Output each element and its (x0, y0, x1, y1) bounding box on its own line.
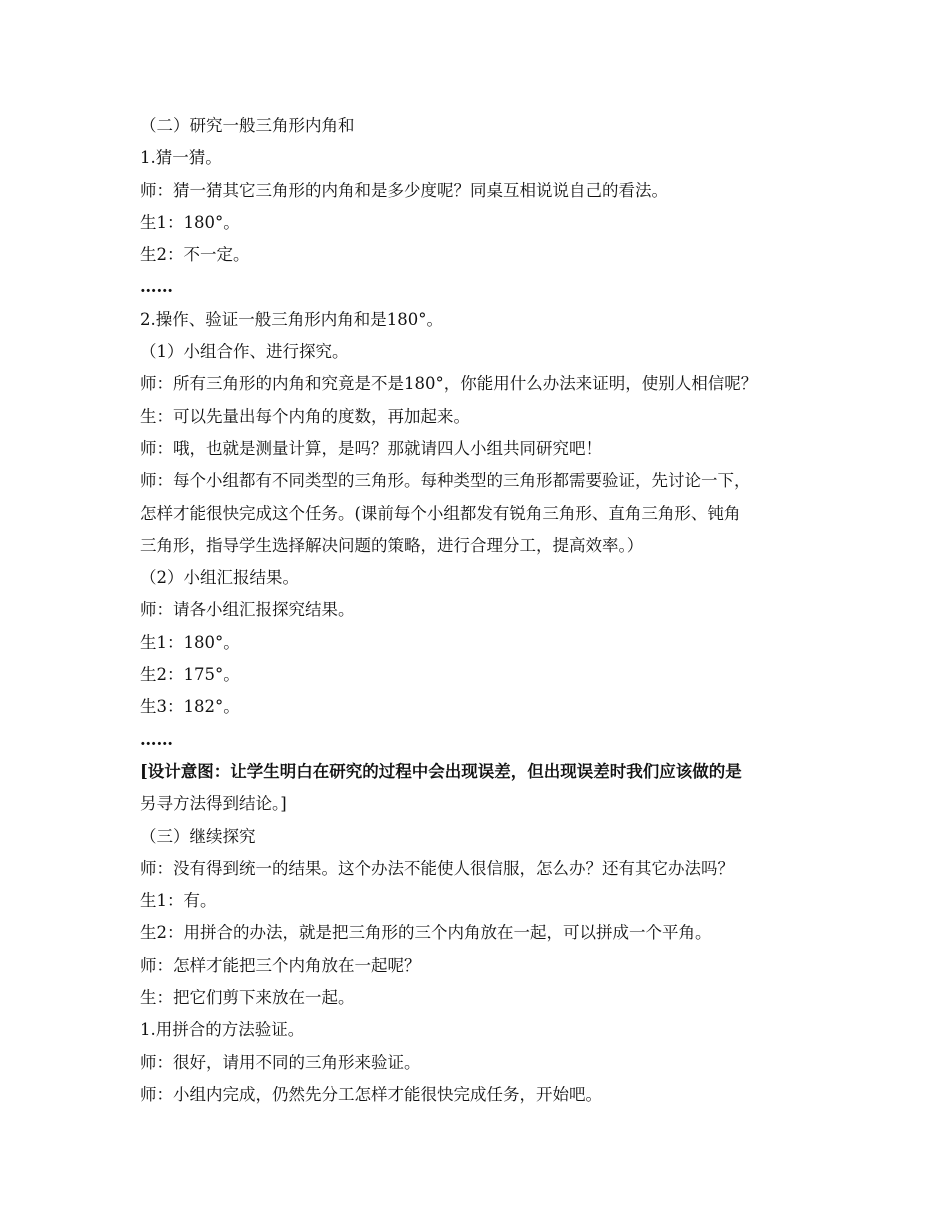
paragraph: 师：小组内完成，仍然先分工怎样才能很快完成任务，开始吧。 (140, 1084, 602, 1104)
paragraph: 师：每个小组都有不同类型的三角形。每种类型的三角形都需要验证，先讨论一下， (140, 471, 751, 491)
design-intent: [设计意图：让学生明白在研究的过程中会出现误差，但出现误差时我们应该做的是 (140, 761, 742, 781)
paragraph: 师：哦，也就是测量计算，是吗？那就请四人小组共同研究吧！ (140, 438, 602, 458)
paragraph: 生3：182°。 (140, 697, 240, 717)
paragraph: 生1：180°。 (140, 212, 240, 232)
paragraph: 师：很好，请用不同的三角形来验证。 (140, 1052, 421, 1072)
paragraph: 师：没有得到统一的结果。这个办法不能使人很信服，怎么办？还有其它办法吗？ (140, 858, 734, 878)
section-heading-2: （二）研究一般三角形内角和 (140, 116, 355, 135)
paragraph: 生：可以先量出每个内角的度数，再加起来。 (140, 406, 470, 426)
paragraph: 怎样才能很快完成这个任务。(课前每个小组都发有锐角三角形、直角三角形、钝角 (140, 503, 741, 523)
paragraph: 师：怎样才能把三个内角放在一起呢？ (140, 955, 421, 975)
paragraph: 生2：不一定。 (140, 245, 250, 265)
document-body (140, 110, 840, 1111)
paragraph: 生：把它们剪下来放在一起。 (140, 988, 355, 1008)
paragraph: 三角形，指导学生选择解决问题的策略，进行合理分工，提高效率。） (140, 535, 644, 555)
step-heading-verify: 2.操作、验证一般三角形内角和是180°。 (140, 309, 443, 329)
sub-heading-report: （2）小组汇报结果。 (140, 568, 299, 588)
paragraph: 生1：180°。 (140, 632, 240, 652)
ellipsis: …… (140, 277, 173, 297)
paragraph: 师：猜一猜其它三角形的内角和是多少度呢？同桌互相说说自己的看法。 (140, 180, 668, 200)
paragraph: 生2：用拼合的办法，就是把三角形的三个内角放在一起，可以拼成一个平角。 (140, 923, 712, 943)
paragraph: 师：所有三角形的内角和究竟是不是180°，你能用什么办法来证明，使别人相信呢？ (140, 374, 758, 394)
paragraph: 师：请各小组汇报探究结果。 (140, 600, 355, 620)
step-heading-guess: 1.猜一猜。 (140, 148, 222, 168)
ellipsis: …… (140, 729, 173, 749)
sub-heading-group-work: （1）小组合作、进行探究。 (140, 342, 349, 362)
paragraph: 生1：有。 (140, 891, 217, 911)
step-heading-combine: 1.用拼合的方法验证。 (140, 1020, 305, 1040)
paragraph: 生2：175°。 (140, 665, 240, 685)
section-heading-3: （三）继续探究 (140, 826, 256, 846)
design-intent-continued: 另寻方法得到结论。] (140, 794, 287, 814)
